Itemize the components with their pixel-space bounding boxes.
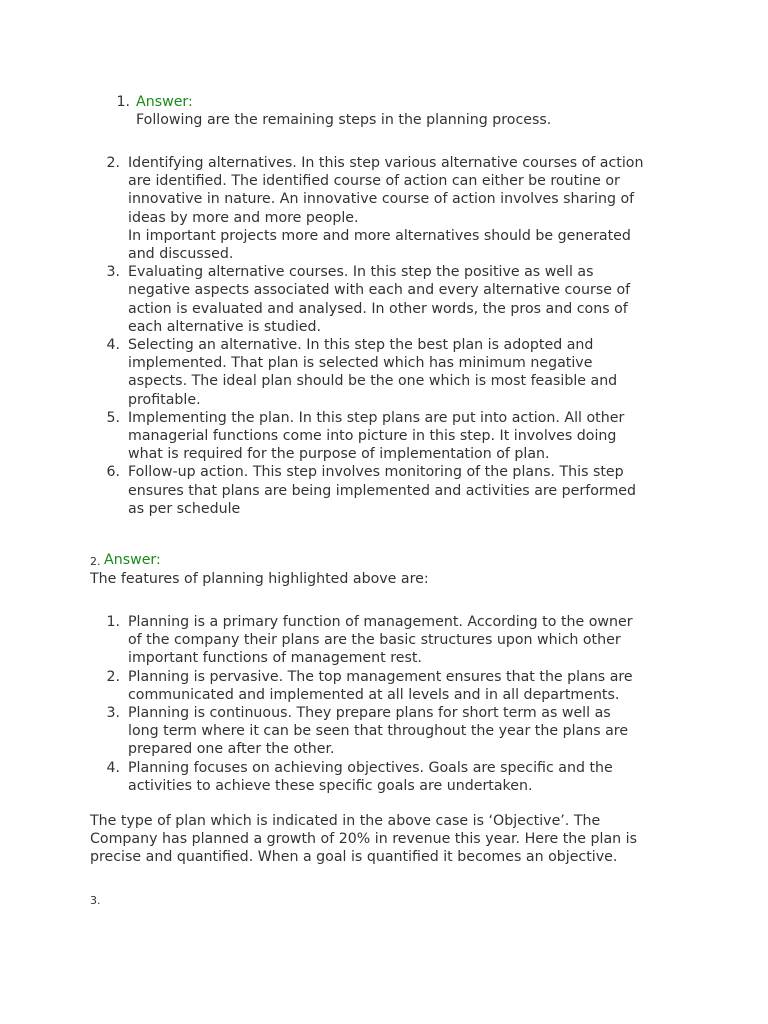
planning-step-text	[128, 263, 630, 336]
planning-step-line: what is required for the purpose of implementation of plan.	[128, 446, 550, 463]
planning-feature-text	[128, 668, 633, 704]
planning-feature-line: important functions of management rest.	[128, 650, 422, 667]
planning-step-line: negative aspects associated with each and every alternative course of	[128, 282, 631, 299]
planning-feature-line: prepared one after the other.	[128, 741, 335, 758]
planning-step-line: Evaluating alternative courses. In this step the positive as well as	[128, 264, 594, 281]
planning-feature-number: 1.	[106, 614, 120, 630]
conclusion-line: Company has planned a growth of 20% in revenue this year. Here the plan is	[90, 831, 637, 848]
planning-step-text	[128, 336, 617, 409]
planning-step-line: innovative in nature. An innovative course of action involves sharing of	[128, 191, 635, 208]
question-2-intro: The features of planning highlighted above are:	[90, 571, 429, 587]
planning-feature-line: Planning is pervasive. The top management ensures that the plans are	[128, 668, 633, 685]
planning-step-text	[128, 154, 643, 263]
planning-step-line: as per schedule	[128, 500, 241, 517]
question-1-intro: Following are the remaining steps in the planning process.	[136, 112, 552, 128]
planning-feature-text	[128, 704, 628, 759]
planning-feature-text	[128, 613, 633, 668]
planning-feature-line: Planning is continuous. They prepare plans for short term as well as	[128, 705, 611, 721]
planning-step-line: Implementing the plan. In this step plans are put into action. All other	[128, 409, 625, 426]
planning-step-line: action is evaluated and analysed. In other words, the pros and cons of	[128, 300, 628, 317]
planning-feature-number: 2.	[106, 668, 120, 685]
planning-step-number: 6.	[106, 464, 120, 481]
planning-step-number: 3.	[106, 264, 120, 281]
planning-step-number: 2.	[106, 155, 120, 171]
conclusion-line: The type of plan which is indicated in the above case is ‘Objective’. The	[90, 813, 601, 829]
question-2-answer-label: Answer:	[104, 552, 161, 568]
planning-feature-line: Planning is a primary function of management. According to the owner	[128, 614, 633, 630]
planning-step-line: ideas by more and more people.	[128, 209, 359, 226]
planning-step-text	[128, 463, 636, 518]
conclusion-line: precise and quantified. When a goal is quantified it becomes an objective.	[90, 849, 618, 866]
planning-feature-text	[128, 759, 613, 795]
planning-step-number: 5.	[106, 409, 120, 426]
question-2-conclusion	[90, 812, 637, 867]
planning-step-line: aspects. The ideal plan should be the one which is most feasible and	[128, 373, 618, 390]
planning-feature-line: long term where it can be seen that throughout the year the plans are	[128, 723, 629, 740]
planning-step-line: implemented. That plan is selected which has minimum negative	[128, 355, 593, 372]
planning-step-number: 4.	[106, 337, 120, 353]
planning-step-line: ensures that plans are being implemented and activities are performed	[128, 482, 637, 499]
planning-step-line: each alternative is studied.	[128, 318, 322, 335]
planning-step-line: profitable.	[128, 391, 201, 408]
question-3-number: 3.	[90, 894, 101, 907]
question-1-number: 1.	[116, 94, 130, 110]
planning-feature-line: Planning focuses on achieving objectives. Goals are specific and the	[128, 759, 613, 776]
question-1-answer-label: Answer:	[136, 94, 193, 110]
planning-step-line: Identifying alternatives. In this step various alternative courses of action	[128, 155, 644, 171]
planning-step-line: Follow-up action. This step involves monitoring of the plans. This step	[128, 464, 624, 481]
planning-feature-line: of the company their plans are the basic structures upon which other	[128, 632, 621, 649]
planning-step-line: and discussed.	[128, 246, 234, 263]
question-2-number: 2.	[90, 555, 101, 568]
planning-step-line: managerial functions come into picture in this step. It involves doing	[128, 428, 617, 444]
planning-feature-number: 3.	[106, 705, 120, 721]
planning-feature-line: activities to achieve these specific goals are undertaken.	[128, 777, 533, 794]
planning-step-text	[128, 409, 624, 464]
planning-feature-line: communicated and implemented at all levels and in all departments.	[128, 686, 620, 703]
planning-step-line: Selecting an alternative. In this step the best plan is adopted and	[128, 337, 594, 353]
planning-step-line: In important projects more and more alternatives should be generated	[128, 227, 631, 244]
planning-step-line: are identified. The identified course of action can either be routine or	[128, 173, 620, 190]
planning-feature-number: 4.	[106, 759, 120, 776]
